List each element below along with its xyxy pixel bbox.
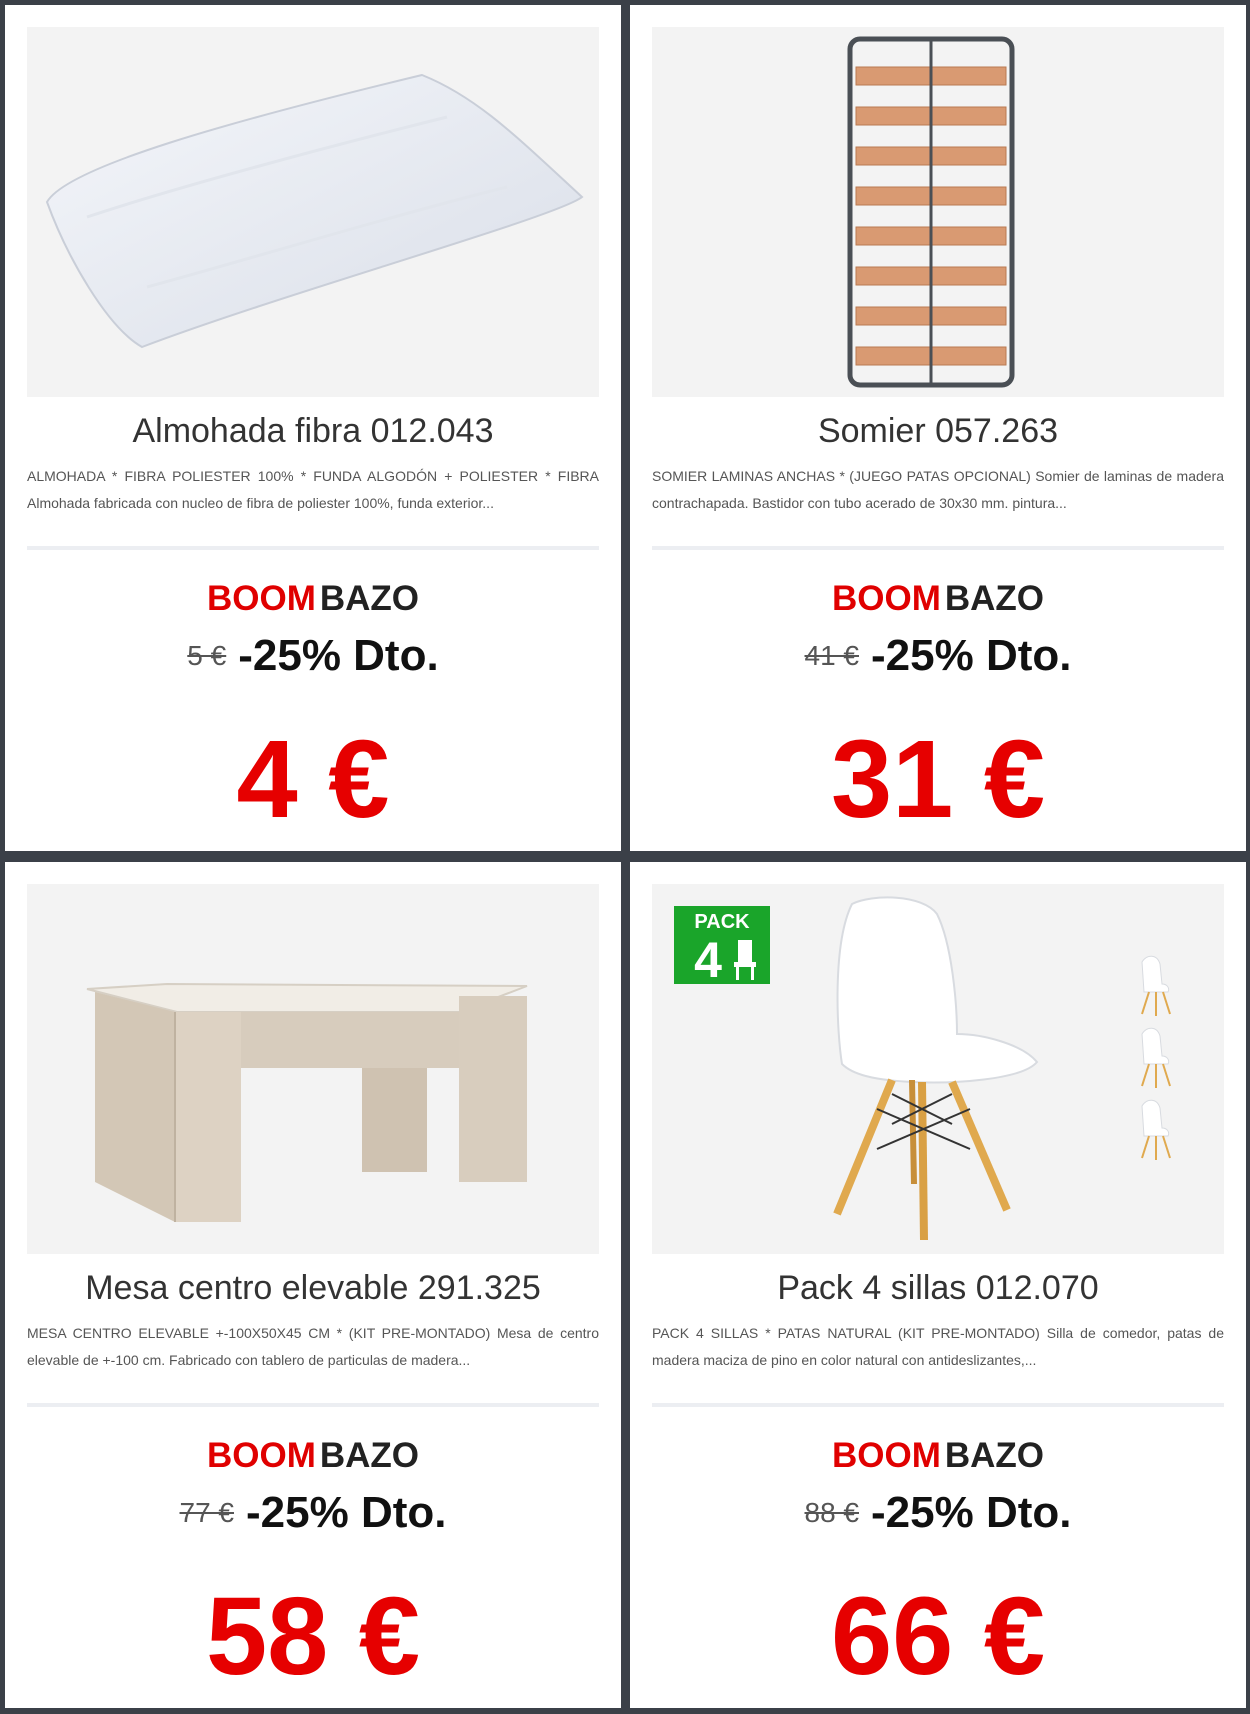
product-image[interactable] — [27, 884, 599, 1254]
old-price: 5 € — [187, 640, 227, 671]
product-image[interactable] — [652, 27, 1224, 397]
product-image[interactable] — [27, 27, 599, 397]
badge-line2: 4 — [694, 932, 722, 988]
promo-line — [652, 630, 1224, 682]
sale-price: 66 € — [830, 1575, 1046, 1698]
sale-price: 4 € — [236, 718, 390, 841]
old-price: 77 € — [179, 1497, 234, 1528]
divider — [652, 1403, 1224, 1407]
coffee-table-image — [27, 884, 599, 1254]
small-chair-icon — [1142, 1028, 1170, 1088]
product-description: SOMIER LAMINAS ANCHAS * (JUEGO PATAS OPCIONAL) Somier de laminas de madera contrachapada. Bastidor con tubo acerado de 30x30 mm. pintura... — [652, 468, 1224, 511]
product-description: PACK 4 SILLAS * PATAS NATURAL (KIT PRE-MONTADO) Silla de comedor, patas de madera maciza de pino en color natural con antideslizantes,... — [652, 1325, 1224, 1368]
sale-price: 58 € — [205, 1575, 421, 1698]
promo-line — [652, 1487, 1224, 1539]
product-image[interactable] — [652, 884, 1224, 1254]
divider — [27, 546, 599, 550]
brand-bazo: BAZO — [319, 1436, 420, 1475]
boombazo-label — [652, 578, 1224, 620]
product-title[interactable]: Mesa centro elevable 291.325 — [85, 1269, 541, 1307]
brand-bazo: BAZO — [944, 1436, 1045, 1475]
discount-label: -25% Dto. — [238, 631, 439, 680]
brand-boom: BOOM — [206, 1436, 316, 1475]
divider — [652, 546, 1224, 550]
product-card[interactable] — [5, 862, 621, 1708]
discount-label: -25% Dto. — [871, 631, 1072, 680]
old-price: 88 € — [804, 1497, 859, 1528]
small-chair-icon — [1142, 1100, 1170, 1160]
brand-boom: BOOM — [831, 579, 941, 618]
sale-price: 31 € — [830, 718, 1046, 841]
brand-bazo: BAZO — [944, 579, 1045, 618]
product-description: ALMOHADA * FIBRA POLIESTER 100% * FUNDA ALGODÓN + POLIESTER * FIBRA Almohada fabricada con nucleo de fibra de poliester 100%, funda exterior... — [27, 468, 599, 511]
divider — [27, 1403, 599, 1407]
product-title[interactable]: Somier 057.263 — [817, 412, 1059, 450]
product-title[interactable]: Pack 4 sillas 012.070 — [777, 1269, 1099, 1307]
boombazo-label — [652, 1435, 1224, 1477]
brand-boom: BOOM — [206, 579, 316, 618]
boombazo-label — [27, 1435, 599, 1477]
brand-boom: BOOM — [831, 1436, 941, 1475]
product-card[interactable] — [630, 5, 1246, 851]
brand-bazo: BAZO — [319, 579, 420, 618]
old-price: 41 € — [804, 640, 859, 671]
product-description: MESA CENTRO ELEVABLE +-100X50X45 CM * (KIT PRE-MONTADO) Mesa de centro elevable de +-100 cm. Fabricado con tablero de particulas de madera... — [27, 1325, 599, 1368]
discount-label: -25% Dto. — [871, 1488, 1072, 1537]
promo-line — [27, 630, 599, 682]
boombazo-label — [27, 578, 599, 620]
chair-image — [652, 884, 1224, 1254]
product-card[interactable] — [5, 5, 621, 851]
badge-line1: PACK — [694, 911, 750, 933]
promo-line — [27, 1487, 599, 1539]
product-card[interactable] — [630, 862, 1246, 1708]
product-title[interactable]: Almohada fibra 012.043 — [132, 412, 494, 450]
slatted-bed-base-image — [652, 27, 1224, 397]
discount-label: -25% Dto. — [246, 1488, 447, 1537]
pack-badge — [674, 906, 770, 988]
small-chair-icon — [1142, 956, 1170, 1016]
pillow-image — [27, 27, 599, 397]
